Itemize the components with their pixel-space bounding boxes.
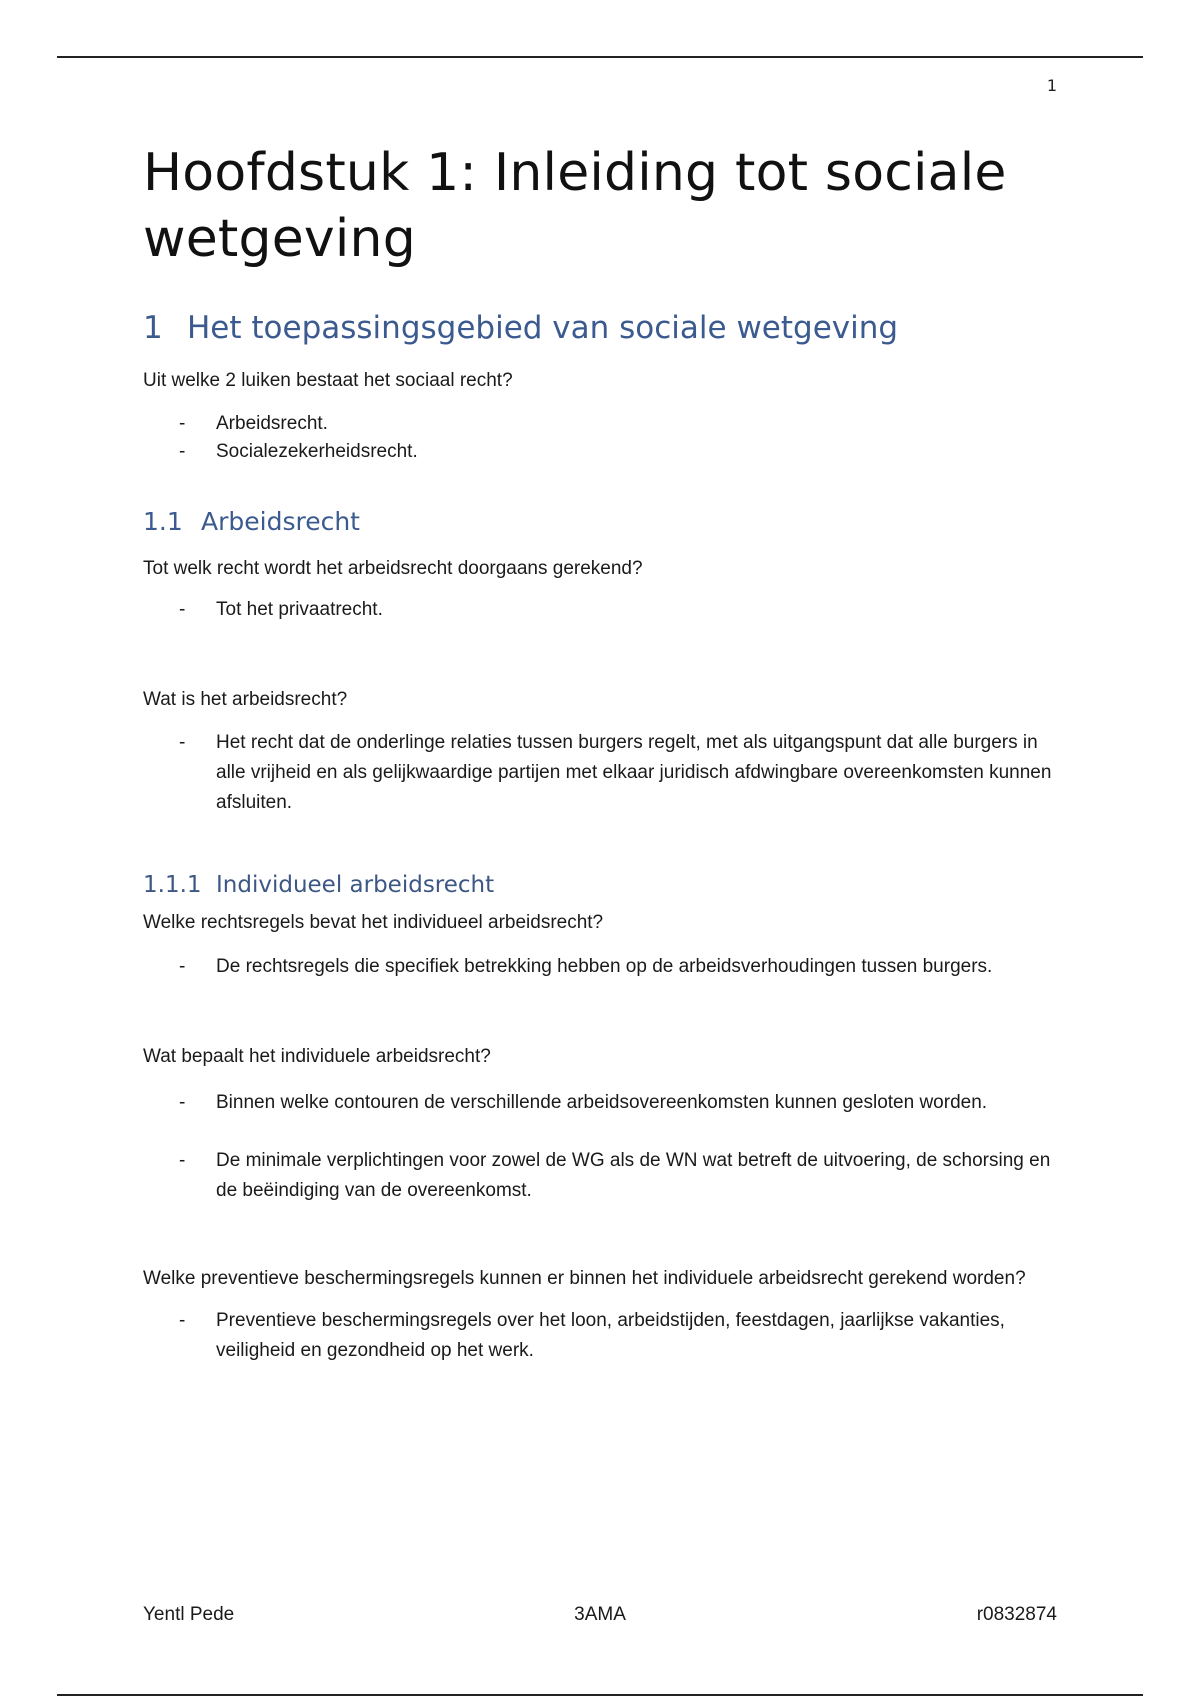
answer-list bbox=[143, 595, 1063, 625]
bullet-dash: - bbox=[179, 441, 186, 462]
list-item bbox=[143, 1088, 1063, 1118]
document-body bbox=[143, 140, 1063, 1366]
answer-list bbox=[143, 1088, 1063, 1206]
question: Welke preventieve beschermingsregels kunnen er binnen het individuele arbeidsrecht gerekend worden? bbox=[143, 1268, 1026, 1289]
footer-student-id: r0832874 bbox=[976, 1604, 1057, 1625]
bullet-dash: - bbox=[179, 413, 186, 434]
page-number: 1 bbox=[1046, 76, 1057, 95]
bullet-dash: - bbox=[179, 1092, 186, 1113]
header-rule bbox=[57, 56, 1143, 58]
footer-class: 3AMA bbox=[574, 1604, 626, 1625]
list-item bbox=[143, 1146, 1063, 1206]
answer-text: De rechtsregels die specifiek betrekking hebben op de arbeidsverhoudingen tussen burgers. bbox=[216, 956, 993, 977]
footer-author: Yentl Pede bbox=[143, 1604, 235, 1625]
section-heading-1-1-1 bbox=[143, 872, 1063, 898]
bullet-dash: - bbox=[179, 599, 186, 620]
bullet-dash: - bbox=[179, 1310, 186, 1331]
section-heading-1 bbox=[143, 310, 1063, 346]
section-number: 1 bbox=[143, 310, 163, 346]
list-item bbox=[143, 437, 1063, 467]
list-item bbox=[143, 1306, 1063, 1366]
section-title: Arbeidsrecht bbox=[201, 507, 360, 536]
bullet-dash: - bbox=[179, 956, 186, 977]
footer bbox=[143, 1600, 1057, 1630]
answer-list bbox=[143, 952, 1063, 982]
question: Uit welke 2 luiken bestaat het sociaal recht? bbox=[143, 370, 513, 391]
list-item bbox=[143, 952, 1063, 982]
answer-text: Het recht dat de onderlinge relaties tussen burgers regelt, met als uitgangspunt dat alle burgers in alle vrijheid en als gelijkwaardige partijen met elkaar juridisch afdwingbare overeenkomsten kunnen afsluiten. bbox=[216, 732, 1052, 813]
answer-text: De minimale verplichtingen voor zowel de WG als de WN wat betreft de uitvoering, de schorsing en de beëindiging van de overeenkomst. bbox=[216, 1150, 1051, 1201]
question: Tot welk recht wordt het arbeidsrecht doorgaans gerekend? bbox=[143, 558, 643, 579]
bullet-dash: - bbox=[179, 1150, 186, 1171]
answer-text: Arbeidsrecht. bbox=[216, 413, 328, 434]
footer-rule bbox=[57, 1694, 1143, 1696]
question: Wat bepaalt het individuele arbeidsrecht? bbox=[143, 1046, 491, 1067]
list-item bbox=[143, 409, 1063, 439]
answer-text: Preventieve beschermingsregels over het loon, arbeidstijden, feestdagen, jaarlijkse vakanties, veiligheid en gezondheid op het werk. bbox=[216, 1310, 1005, 1361]
answer-list bbox=[143, 728, 1063, 818]
answer-text: Tot het privaatrecht. bbox=[216, 599, 383, 620]
question: Wat is het arbeidsrecht? bbox=[143, 689, 348, 710]
answer-list bbox=[143, 409, 1063, 467]
answer-text: Binnen welke contouren de verschillende arbeidsovereenkomsten kunnen gesloten worden. bbox=[216, 1092, 988, 1113]
question: Welke rechtsregels bevat het individueel arbeidsrecht? bbox=[143, 912, 604, 933]
list-item bbox=[143, 595, 1063, 625]
section-heading-1-1 bbox=[143, 507, 1063, 536]
section-title: Het toepassingsgebied van sociale wetgeving bbox=[187, 310, 899, 346]
answer-list bbox=[143, 1306, 1063, 1366]
page-title: Hoofdstuk 1: Inleiding tot sociale wetgeving bbox=[143, 143, 1007, 269]
list-item bbox=[143, 728, 1063, 818]
section-number: 1.1.1 bbox=[143, 872, 202, 898]
section-number: 1.1 bbox=[143, 507, 183, 536]
section-title: Individueel arbeidsrecht bbox=[216, 872, 495, 898]
answer-text: Socialezekerheidsrecht. bbox=[216, 441, 418, 462]
bullet-dash: - bbox=[179, 732, 186, 753]
